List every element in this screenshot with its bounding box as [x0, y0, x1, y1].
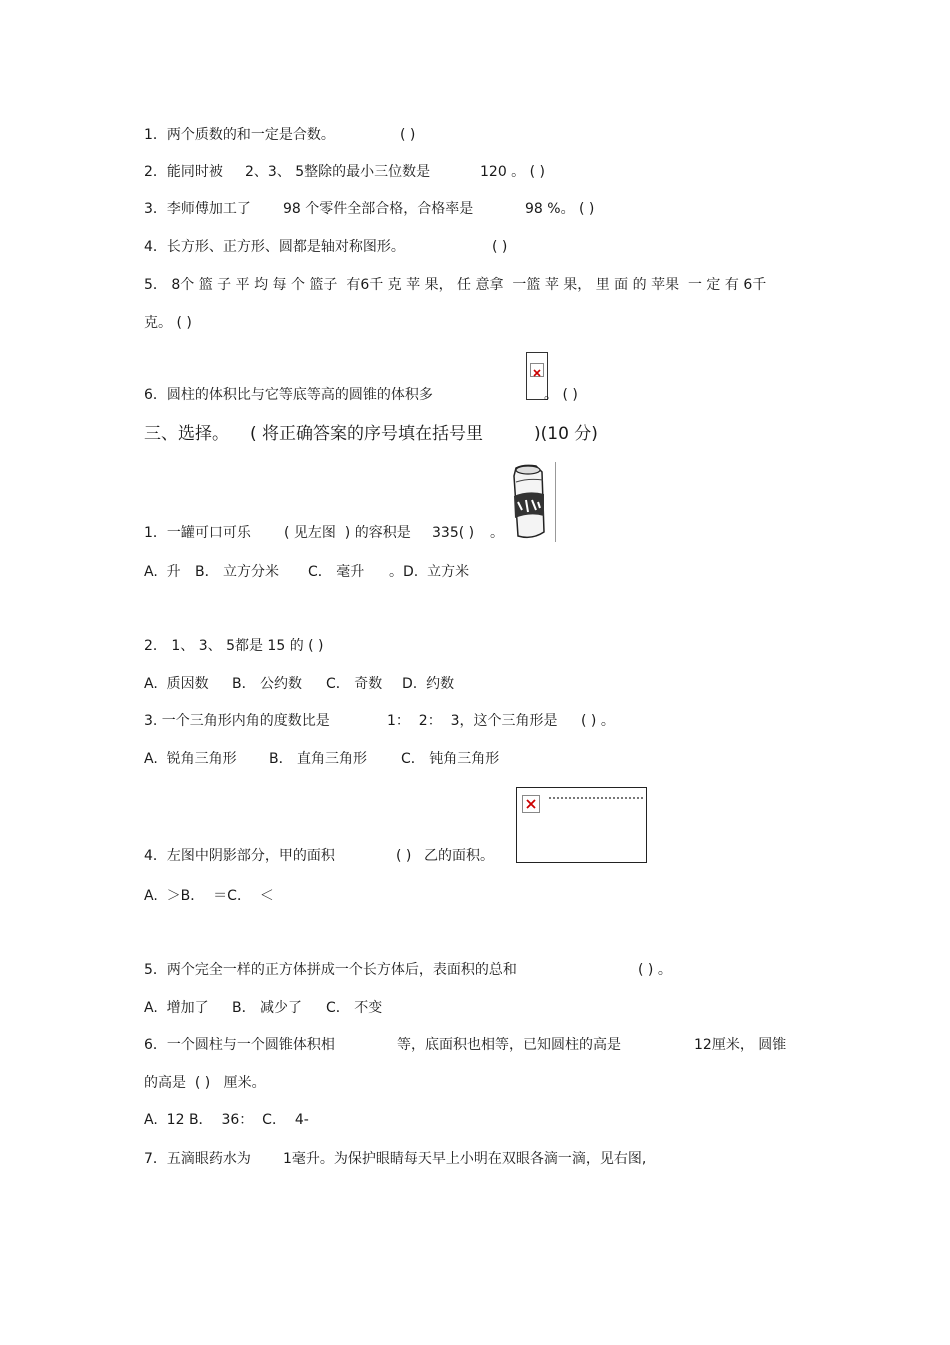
choice-q1-part-c: 335( ) [432, 525, 475, 541]
judge-q6-blank: 。 ( ) [544, 387, 578, 403]
option-c: C． 毫升 [308, 564, 365, 580]
option-d: D. 约数 [402, 676, 455, 692]
choice-q1-part-d: 。 [490, 525, 504, 541]
judge-q4-text: 4．长方形、正方形、圆都是轴对称图形。 [144, 239, 405, 255]
judge-q6-text: 6．圆柱的体积比与它等底等高的圆锥的体积多 [144, 387, 433, 403]
choice-q3-options [144, 750, 500, 822]
option-a: A. 质因数 [144, 676, 209, 692]
choice-q1-part-a: 1．一罐可口可乐 [144, 525, 251, 541]
choice-q6-line2 [144, 1074, 266, 1110]
choice-q3-part-c: ( ) 。 [581, 713, 615, 729]
choice-q7 [144, 1150, 647, 1204]
choice-q1-part-b: ( 见左图 ) 的容积是 [284, 525, 411, 541]
section-score: )(10 分) [534, 424, 598, 444]
choice-q6-part-b: 等，底面积也相等，已知圆柱的高是 [397, 1037, 621, 1053]
choice-q4-options-text: A. ＞B． ＝C． ＜ [144, 888, 274, 904]
judge-q5-text-cont: 克。 ( ) [144, 315, 192, 331]
choice-q4-part-c: 乙的面积。 [424, 848, 494, 864]
option-b: B． 公约数 [232, 676, 303, 692]
judge-q2-part-b: 2、3、 5整除的最小三位数是 [245, 164, 431, 180]
choice-q6-part-c: 12厘米， 圆锥 [694, 1037, 787, 1053]
choice-q2 [144, 637, 324, 673]
choice-q7-part-b: 1毫升。为保护眼睛每天早上小明在双眼各滴一滴，见右图, [283, 1151, 647, 1167]
judge-q1-text: 1．两个质数的和一定是合数。 [144, 127, 335, 143]
judge-q5-line2 [144, 314, 192, 350]
judge-q2-part-c: 120 。 ( ) [480, 164, 545, 180]
choice-q4-part-b: ( ) [396, 848, 412, 864]
option-a: A. 增加了 [144, 1000, 209, 1016]
choice-q6-options-text: A. 12 B． 36： C． 4- [144, 1112, 309, 1128]
judge-q3-part-b: 98 个零件全部合格，合格率是 [283, 201, 474, 217]
section-instruction: ( 将正确答案的序号填在括号里 [250, 424, 484, 444]
option-d: 。D. 立方米 [389, 564, 470, 580]
option-b: B． 减少了 [232, 1000, 303, 1016]
choice-q4-options [144, 887, 274, 923]
choice-q2-text: 2． 1、 3、 5都是 15 的 ( ) [144, 638, 324, 654]
cola-can-image [506, 462, 556, 542]
choice-q5-part-a: 5．两个完全一样的正方体拼成一个长方体后，表面积的总和 [144, 962, 517, 978]
choice-q5-part-b: ( ) 。 [638, 962, 672, 978]
broken-image-caption [549, 797, 643, 801]
option-c: C． 不变 [326, 1000, 383, 1016]
section-title: 三、选择。 [144, 424, 229, 444]
choice-q6-options [144, 1111, 309, 1147]
choice-q3-part-b: 1： 2： 3，这个三角形是 [387, 713, 558, 729]
choice-q3-part-a: 3. 一个三角形内角的度数比是 [144, 713, 330, 729]
option-a: A. 升 [144, 564, 181, 580]
section-heading [144, 424, 598, 497]
judge-q3-part-a: 3．李师傅加工了 [144, 201, 251, 217]
choice-q6-text-cont: 的高是 ( ) 厘米。 [144, 1075, 266, 1091]
judge-q5-text: 5． 8个 篮 子 平 均 每 个 篮子 有6千 克 苹 果， 任 意拿 一篮 苹 果， 里 面 的 苹果 一 定 有 6千 [144, 277, 767, 293]
judge-q4-blank: ( ) [492, 239, 508, 255]
broken-image-icon [516, 787, 647, 863]
option-b: B． 立方分米 [195, 564, 280, 580]
judge-q3-part-c: 98 %。 ( ) [525, 201, 595, 217]
option-b: B． 直角三角形 [269, 751, 368, 767]
choice-q6-part-a: 6．一个圆柱与一个圆锥体积相 [144, 1037, 335, 1053]
broken-image-x-icon [522, 795, 540, 813]
option-a: A. 锐角三角形 [144, 751, 237, 767]
option-c: C． 钝角三角形 [401, 751, 500, 767]
option-c: C． 奇数 [326, 676, 383, 692]
choice-q7-part-a: 7．五滴眼药水为 [144, 1151, 251, 1167]
judge-q1-blank: ( ) [400, 127, 416, 143]
judge-q5-line1 [144, 276, 767, 312]
choice-q4-part-a: 4．左图中阴影部分，甲的面积 [144, 848, 335, 864]
broken-image-x-icon [530, 363, 544, 377]
judge-q2-part-a: 2．能同时被 [144, 164, 223, 180]
